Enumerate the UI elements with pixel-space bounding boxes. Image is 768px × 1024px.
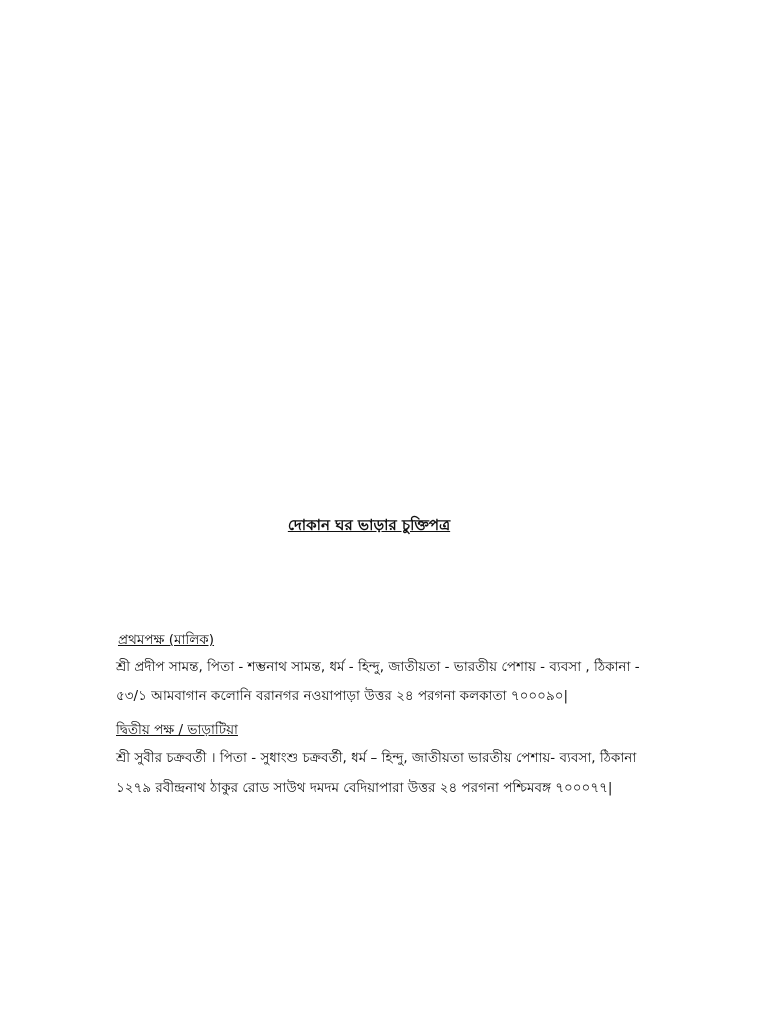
second-party-address-line: ১২৭৯ রবীন্দ্রনাথ ঠাকুর রোড সাউথ দমদম বেদিয়াপারা উত্তর ২৪ পরগনা পশ্চিমবঙ্গ ৭০০০৭৭| [116, 780, 613, 796]
second-party-heading: দ্বিতীয় পক্ষ / ভাড়াটিয়া [116, 722, 238, 738]
first-party-address-line: ৫৩/১ আমবাগান কলোনি বরানগর নওয়াপাড়া উত্তর ২৪ পরগনা কলকাতা ৭০০০৯০| [116, 688, 569, 704]
second-party-details-line: শ্রী সুবীর চক্রবর্তী । পিতা - সুধাংশু চক্রবর্তী, ধর্ম – হিন্দু, জাতীয়তা ভারতীয় পেশায়- ব্যবসা, ঠিকানা [116, 750, 637, 766]
first-party-details-line: শ্রী প্রদীপ সামন্ত, পিতা - শম্ভনাথ সামন্ত, ধর্ম - হিন্দু, জাতীয়তা - ভারতীয় পেশায় - ব্যবসা , ঠিকানা - [116, 659, 640, 675]
document-title: দোকান ঘর ভাড়ার চুক্তিপত্র [287, 516, 451, 534]
first-party-heading: প্রথমপক্ষ (মালিক) [118, 632, 215, 648]
